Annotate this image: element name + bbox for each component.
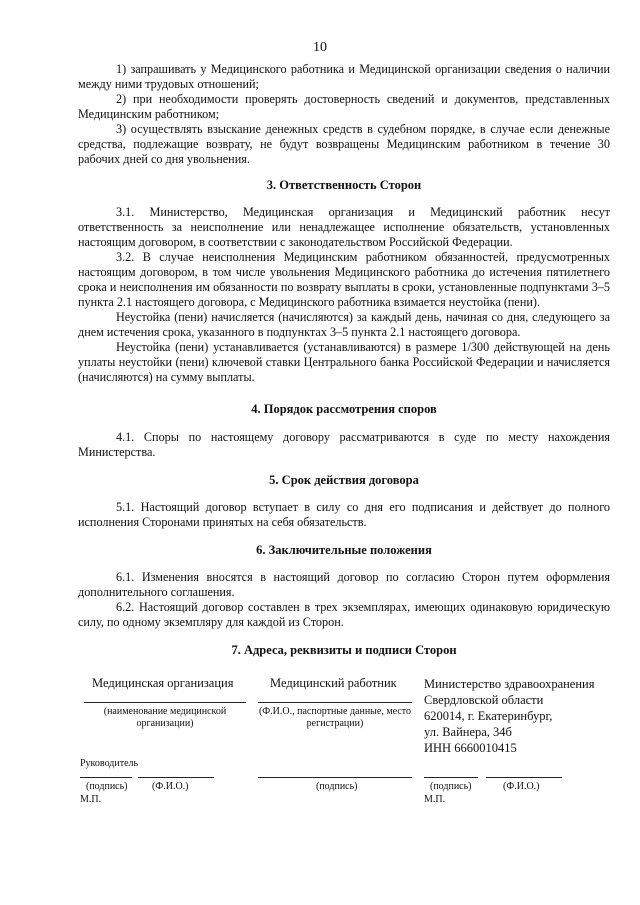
- ministry-signature-caption: (подпись): [430, 781, 472, 792]
- org-fio-caption: (Ф.И.О.): [152, 781, 189, 792]
- clause-3-1: 3.1. Министерство, Медицинская организация и Медицинский работник несут ответственность за неисполнение или ненадлежащее исполнение обязательств, установленных настоящим договором, в соответствии с законодательством Российской Федерации.: [78, 205, 610, 249]
- worker-signature-caption: (подпись): [316, 781, 358, 792]
- medical-worker-heading: Медицинский работник: [270, 676, 397, 690]
- clause-6-2: 6.2. Настоящий договор составлен в трех экземплярах, имеющих одинаковую юридическую силу, по одному экземпляру для каждой из Сторон.: [78, 600, 610, 629]
- item-1: 1) запрашивать у Медицинского работника и Медицинской организации сведения о наличии между ними трудовых отношений;: [78, 62, 610, 91]
- item-3: 3) осуществлять взыскание денежных средств в судебном порядке, в случае если денежные средства, подлежащие возврату, не будут возвращены Медицинским работником в течение 30 рабочих дней со дня увольнения.: [78, 122, 610, 166]
- medical-worker-data-line: [258, 702, 412, 703]
- section4-body: [78, 430, 610, 460]
- org-signature-line: [80, 777, 132, 778]
- clause-6-1: 6.1. Изменения вносятся в настоящий договор по согласию Сторон путем оформления дополнительного соглашения.: [78, 570, 610, 599]
- ministry-address-street: ул. Вайнера, 34б: [424, 725, 512, 739]
- ministry-details: [424, 676, 594, 756]
- ministry-stamp-label: М.П.: [424, 794, 446, 805]
- clause-3-2: 3.2. В случае неисполнения Медицинским работником обязанностей, предусмотренных настоящим договором, в том числе увольнения Медицинского работника до истечения пятилетнего срока и неисполнения им обязанности по возврату выплаты в сроки, установленные подпунктами 3–5 пункта 2.1 настоящего договора, с Медицинского работника взимается неустойка (пени).: [78, 250, 610, 309]
- section2-tail: [78, 62, 610, 167]
- ministry-address-city: 620014, г. Екатеринбург,: [424, 709, 553, 723]
- org-fio-line: [138, 777, 214, 778]
- section3-title: 3. Ответственность Сторон: [266, 178, 422, 192]
- section5-title: 5. Срок действия договора: [269, 473, 419, 487]
- ministry-fio-caption: (Ф.И.О.): [503, 781, 540, 792]
- clause-4-1: 4.1. Споры по настоящему договору рассматриваются в суде по месту нахождения Министерства.: [78, 430, 610, 459]
- clause-5-1: 5.1. Настоящий договор вступает в силу со дня его подписания и действует до полного исполнения Сторонами принятых на себя обязательств.: [78, 500, 610, 529]
- penalty-accrual: Неустойка (пени) начисляется (начисляются) за каждый день, начиная со дня, следующего за днем истечения срока, указанного в подпунктах 3–5 пункта 2.1 настоящего договора.: [78, 310, 610, 339]
- section7-title: 7. Адреса, реквизиты и подписи Сторон: [231, 643, 457, 657]
- ministry-fio-line: [486, 777, 562, 778]
- page-number: 10: [313, 40, 327, 55]
- section5-body: [78, 500, 610, 530]
- section3-body: [78, 205, 610, 385]
- item-2: 2) при необходимости проверять достоверность сведений и документов, представленных Медицинским работником;: [78, 92, 610, 121]
- worker-signature-line: [258, 777, 412, 778]
- head-label: Руководитель: [80, 758, 139, 769]
- ministry-inn: ИНН 6660010415: [424, 741, 517, 755]
- medical-org-heading: Медицинская организация: [92, 676, 234, 690]
- section6-title: 6. Заключительные положения: [256, 543, 432, 557]
- org-stamp-label: М.П.: [80, 794, 102, 805]
- ministry-signature-line: [424, 777, 478, 778]
- section6-body: [78, 570, 610, 630]
- ministry-name-line2: Свердловской области: [424, 693, 544, 707]
- medical-org-caption: (наименование медицинской организации): [103, 706, 227, 729]
- ministry-name-line1: Министерство здравоохранения: [424, 677, 595, 691]
- section4-title: 4. Порядок рассмотрения споров: [251, 402, 437, 416]
- penalty-rate: Неустойка (пени) устанавливается (устанавливаются) в размере 1/300 действующей на день уплаты неустойки (пени) ключевой ставки Центрального банка Российской Федерации и начисляется (начисляются) на сумму выплаты.: [78, 340, 610, 384]
- medical-worker-caption: (Ф.И.О., паспортные данные, место регистрации): [258, 706, 412, 729]
- medical-org-name-line: [84, 702, 246, 703]
- org-signature-caption: (подпись): [86, 781, 128, 792]
